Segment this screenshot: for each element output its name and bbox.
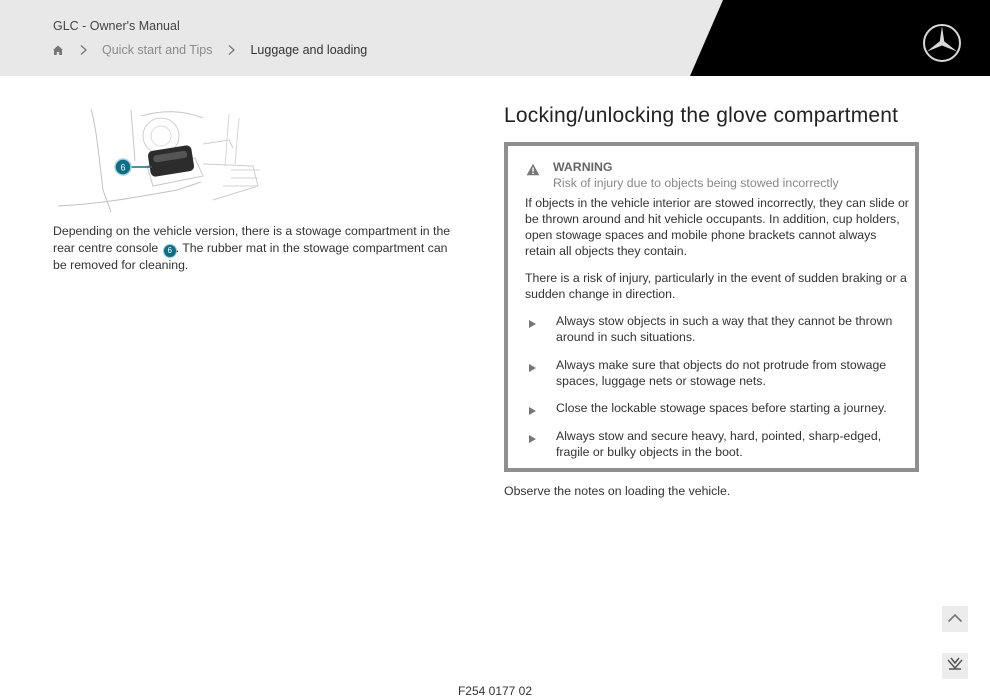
home-icon[interactable] (52, 44, 64, 56)
warning-body (525, 195, 909, 471)
list-item-text: Close the lockable stowage spaces before starting a journey. (556, 401, 887, 415)
breadcrumb-item-quick-start[interactable]: Quick start and Tips (102, 43, 213, 57)
warning-title: WARNING (553, 160, 613, 174)
list-item-text: Always stow and secure heavy, hard, pointed, sharp-edged, fragile or bulky objects in the boot. (556, 428, 882, 459)
bullet-triangle-icon (529, 316, 536, 324)
list-item-text: Always stow objects in such a way that they cannot be thrown around in such situations. (556, 314, 893, 344)
chevron-right-icon (227, 44, 236, 56)
figure-code: F254 0177 02 (457, 684, 533, 698)
list-item-text: Always make sure that objects do not protrude from stowage spaces, luggage nets or stowage nets. (556, 357, 887, 388)
list-item (525, 428, 909, 460)
warning-subtitle: Risk of injury due to objects being stowed incorrectly (553, 176, 839, 190)
warning-paragraph: If objects in the vehicle interior are stowed incorrectly, they can slide or be thrown around and hit vehicle occupants. In addition, cup holders, open stowage spaces and mobile phone brackets cannot always retain all objects they contain. (525, 196, 909, 258)
warning-paragraph: There is a risk of injury, particularly in the event of sudden braking or a sudden change in direction. (525, 271, 907, 301)
list-item (525, 313, 909, 345)
stowage-compartment-illustration (53, 106, 263, 216)
breadcrumb-item-current: Luggage and loading (250, 43, 368, 57)
chevron-up-icon (947, 610, 963, 628)
warning-triangle-icon (526, 163, 540, 176)
bullet-triangle-icon (529, 403, 536, 411)
description-text-start: Depending on the vehicle version, there is a stowage compartment in the rear centre console (53, 224, 451, 255)
section-title: Locking/unlocking the glove compartment (504, 104, 899, 127)
stowage-description (53, 223, 463, 273)
description-text-end: . The rubber mat in the stowage compartment can be removed for cleaning. (53, 240, 448, 272)
header-bar (0, 0, 990, 76)
manual-title: GLC - Owner's Manual (53, 19, 180, 33)
list-item (525, 400, 909, 416)
figure-marker-label: 6 (120, 162, 126, 173)
fold-icon (947, 657, 963, 676)
chevron-right-icon (79, 44, 88, 56)
loading-note: Observe the notes on loading the vehicle. (504, 484, 731, 498)
list-item (525, 357, 909, 389)
callout-marker: 6 (164, 245, 176, 257)
collapse-button[interactable] (942, 653, 968, 679)
breadcrumb (52, 42, 367, 58)
warning-box (504, 142, 919, 472)
scroll-top-button[interactable] (942, 606, 968, 632)
warning-bullet-list (525, 313, 909, 460)
bullet-triangle-icon (529, 360, 536, 368)
bullet-triangle-icon (529, 431, 536, 439)
mercedes-star-icon[interactable] (922, 23, 962, 63)
